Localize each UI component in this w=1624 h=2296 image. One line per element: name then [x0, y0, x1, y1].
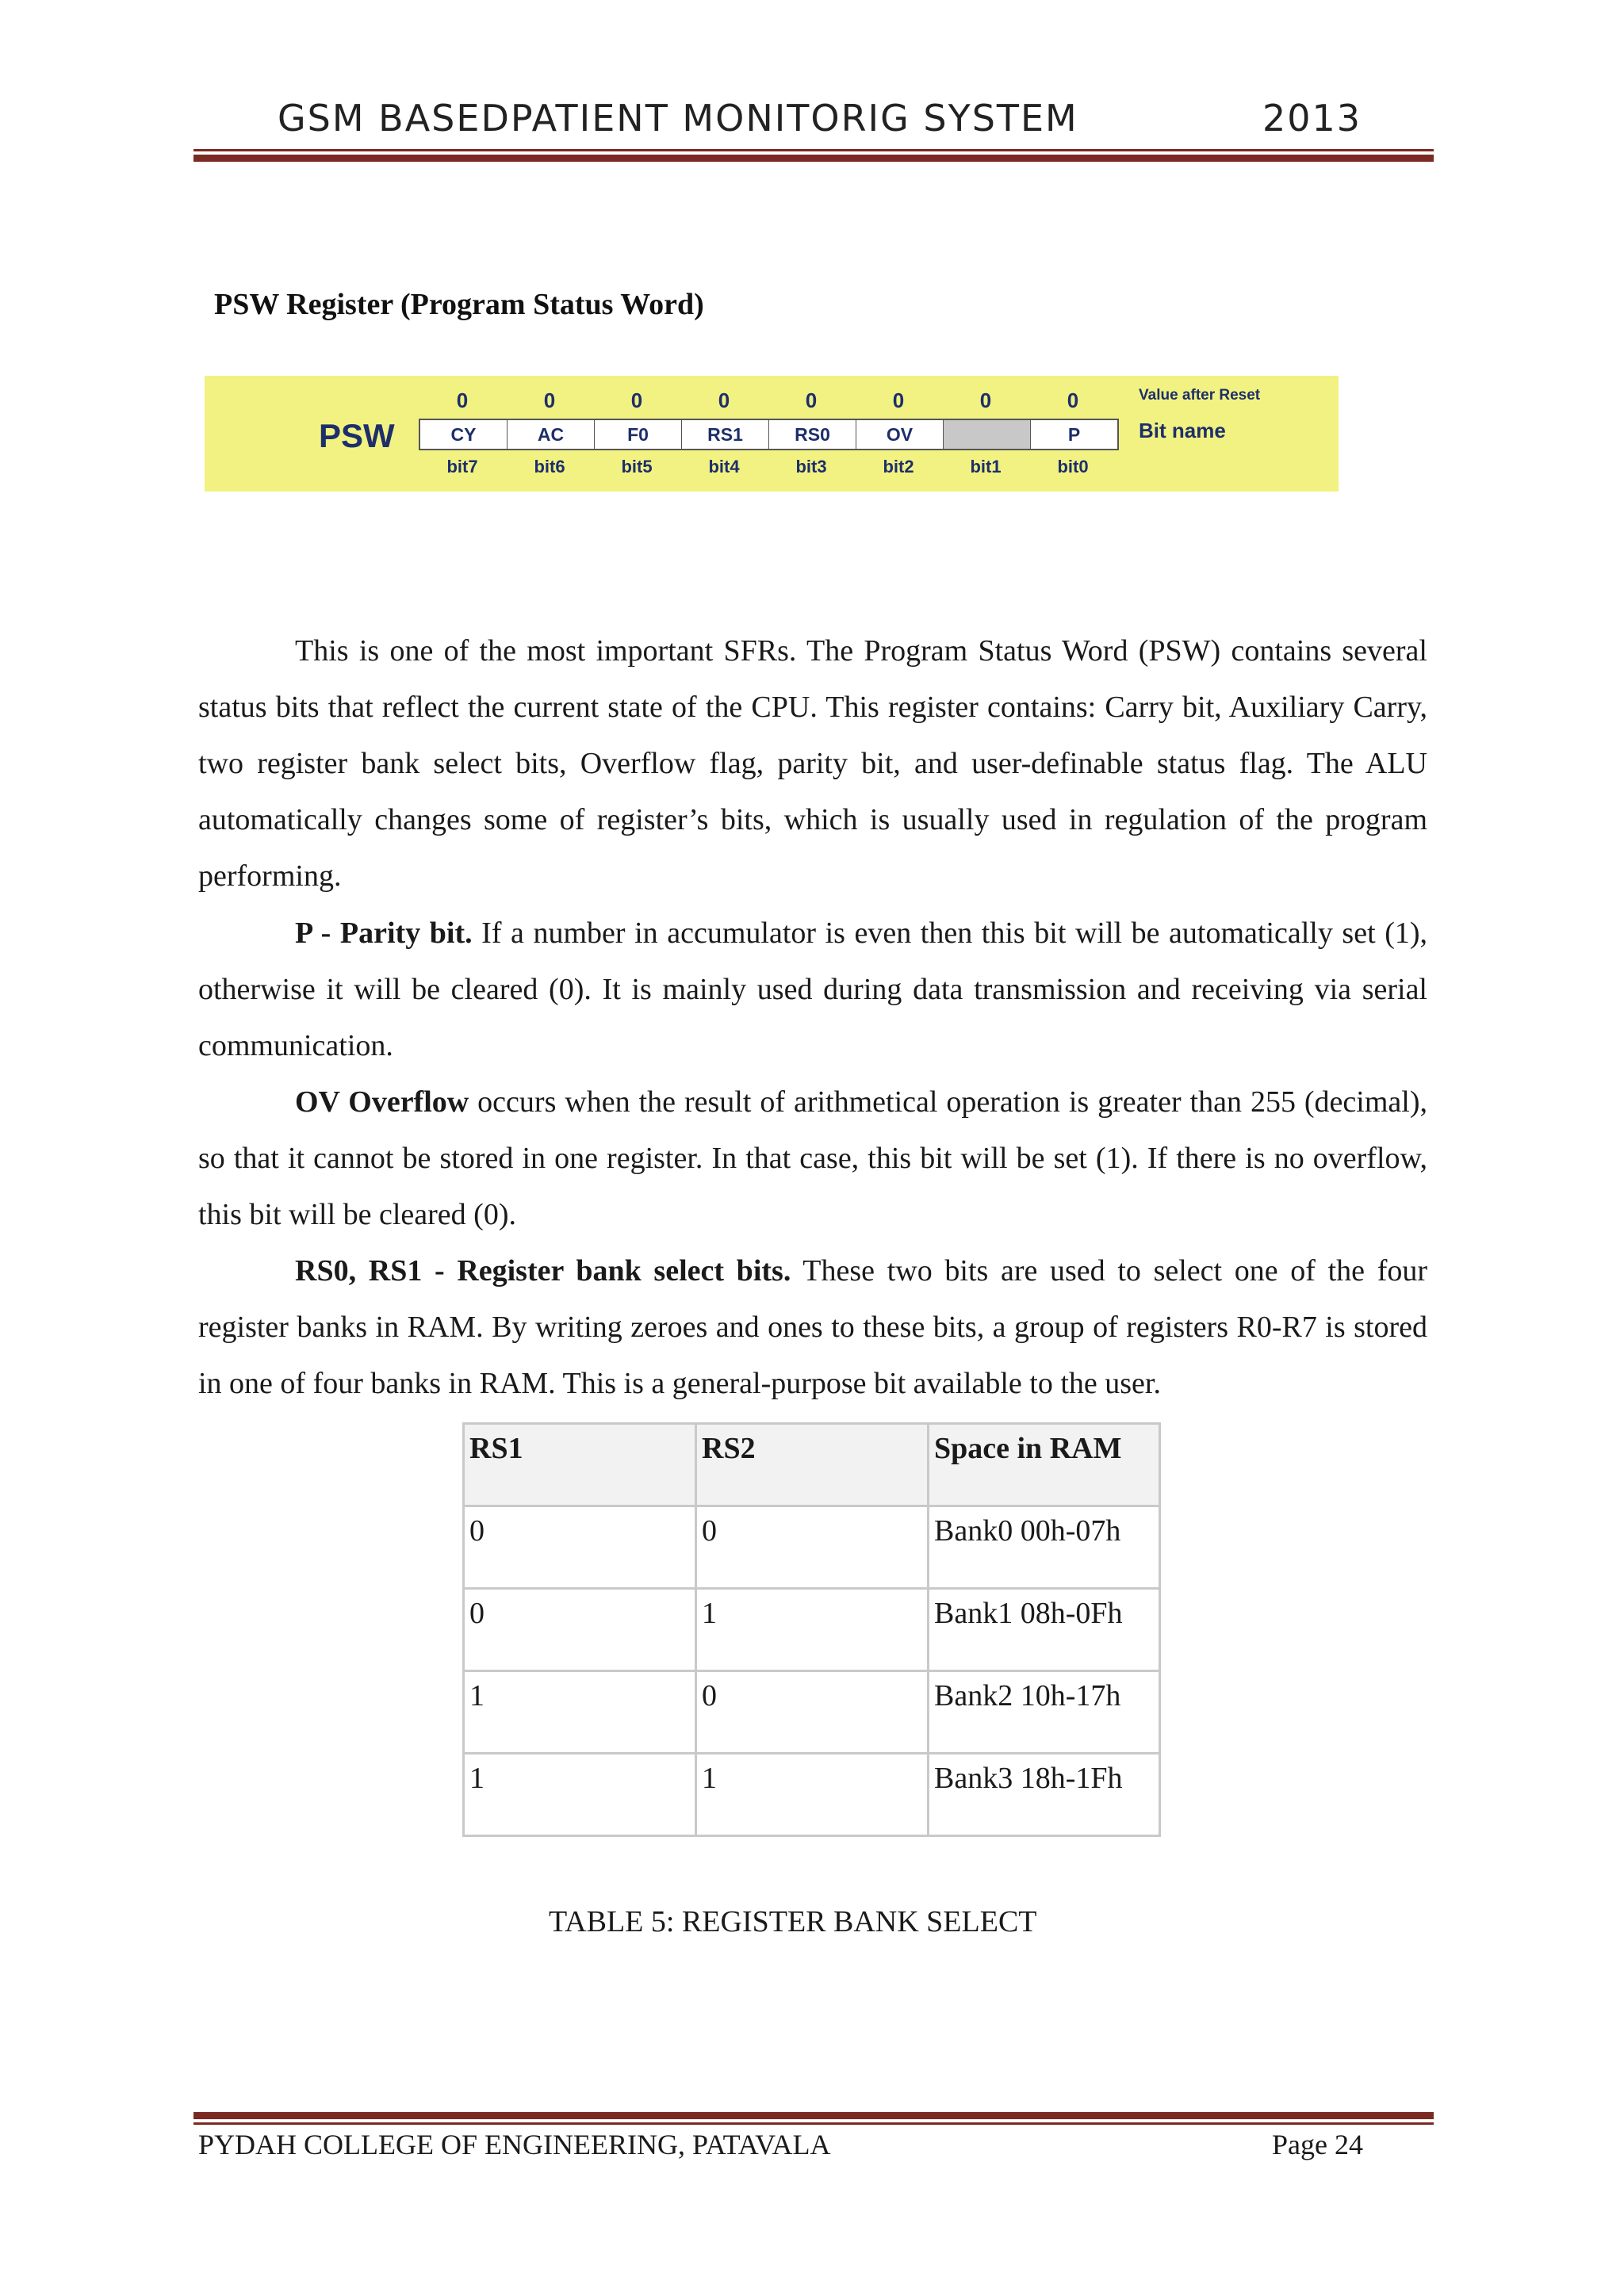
- register-bank-lead: RS0, RS1 - Register bank select bits.: [295, 1254, 791, 1288]
- parity-lead: P - Parity bit.: [295, 916, 473, 950]
- table-cell: 1: [696, 1589, 929, 1671]
- table-cell: 1: [464, 1754, 696, 1836]
- overflow-lead: OV Overflow: [295, 1085, 469, 1119]
- psw-reset-value: 0: [892, 388, 905, 412]
- psw-bit-index: bit7: [446, 457, 478, 476]
- paragraph-overflow: [198, 1074, 1427, 1243]
- psw-bit-index: bit2: [883, 457, 914, 476]
- table-cell: 0: [464, 1506, 696, 1589]
- psw-reset-value: 0: [979, 388, 992, 412]
- paragraph-intro: [198, 623, 1427, 905]
- psw-reset-value: 0: [456, 388, 469, 412]
- table-row: [464, 1506, 1160, 1589]
- table-header-cell: RS1: [464, 1424, 696, 1506]
- table-cell: Bank1 08h-0Fh: [929, 1589, 1160, 1671]
- section-heading: PSW Register (Program Status Word): [214, 288, 704, 321]
- psw-reset-value: 0: [805, 388, 818, 412]
- paragraph-intro-text: This is one of the most important SFRs. The Program Status Word (PSW) contains several status bits that reflect the current state of the CPU. This register contains: Carry bit, Auxiliary Carry, two register bank select bits, Overflow flag, parity bit, and user-definable status flag. The ALU automatically changes some of register’s bits, which is usually used in regulation of the program performing.: [198, 634, 1427, 893]
- psw-reset-value: 0: [630, 388, 643, 412]
- table-cell: Bank0 00h-07h: [929, 1506, 1160, 1589]
- footer-rule: [193, 2112, 1434, 2125]
- psw-reset-value: 0: [718, 388, 730, 412]
- table-cell: 0: [464, 1589, 696, 1671]
- psw-bit-ac: AC: [508, 420, 595, 449]
- psw-bit-index: bit4: [708, 457, 740, 476]
- psw-bit-f0: F0: [595, 420, 682, 449]
- psw-bit-index: bit5: [621, 457, 653, 476]
- table-cell: 0: [696, 1506, 929, 1589]
- psw-legend-reset: Value after Reset: [1139, 387, 1261, 404]
- table-header-row: [464, 1424, 1160, 1506]
- table-caption: TABLE 5: REGISTER BANK SELECT: [549, 1905, 1037, 1938]
- psw-bit-rs1: RS1: [682, 420, 769, 449]
- table-cell: Bank2 10h-17h: [929, 1671, 1160, 1754]
- overflow-text: occurs when the result of arithmetical operation is greater than 255 (decimal), so that it cannot be stored in one register. In that case, this bit will be set (1). If there is no overflow, this bit will be cleared (0).: [198, 1085, 1427, 1231]
- paragraph-register-bank: [198, 1243, 1427, 1412]
- psw-reset-value: 0: [543, 388, 556, 412]
- psw-bit-unused: [944, 420, 1031, 449]
- psw-bit-cy: CY: [420, 420, 508, 449]
- table-row: [464, 1754, 1160, 1836]
- table-cell: 1: [696, 1754, 929, 1836]
- psw-bit-p: P: [1031, 420, 1117, 449]
- psw-register-label: PSW: [319, 417, 395, 454]
- register-bank-text: These two bits are used to select one of the four register banks in RAM. By writing zeroes and ones to these bits, a group of registers R0-R7 is stored in one of four banks in RAM. This is a general-purpose bit available to the user.: [198, 1254, 1428, 1400]
- psw-bit-index: bit1: [970, 457, 1002, 476]
- footer-page-number: Page 24: [1272, 2129, 1363, 2160]
- running-header-year: 2013: [1262, 97, 1362, 140]
- psw-bit-index: bit6: [534, 457, 565, 476]
- psw-bit-rs0: RS0: [769, 420, 856, 449]
- psw-reset-value: 0: [1067, 388, 1079, 412]
- psw-bit-index-row: [419, 457, 1116, 477]
- footer-college: PYDAH COLLEGE OF ENGINEERING, PATAVALA: [198, 2129, 831, 2160]
- psw-bit-index: bit3: [795, 457, 827, 476]
- table-header-cell: RS2: [696, 1424, 929, 1506]
- psw-register-figure: [205, 376, 1339, 492]
- header-rule: [193, 149, 1434, 162]
- table-row: [464, 1671, 1160, 1754]
- table-cell: Bank3 18h-1Fh: [929, 1754, 1160, 1836]
- psw-bit-index: bit0: [1057, 457, 1089, 476]
- register-bank-table: [462, 1422, 1161, 1837]
- psw-bit-ov: OV: [856, 420, 944, 449]
- psw-reset-values-row: [419, 388, 1116, 413]
- paragraph-parity: [198, 905, 1427, 1074]
- psw-bit-names-row: [419, 419, 1119, 450]
- running-header-title: GSM BASEDPATIENT MONITORIG SYSTEM: [278, 97, 1078, 140]
- table-row: [464, 1589, 1160, 1671]
- parity-text: If a number in accumulator is even then this bit will be automatically set (1), otherwise it will be cleared (0). It is mainly used during data transmission and receiving via serial communication.: [198, 916, 1428, 1062]
- table-header-cell: Space in RAM: [929, 1424, 1160, 1506]
- table-cell: 0: [696, 1671, 929, 1754]
- psw-legend-bitname: Bit name: [1139, 419, 1226, 442]
- table-cell: 1: [464, 1671, 696, 1754]
